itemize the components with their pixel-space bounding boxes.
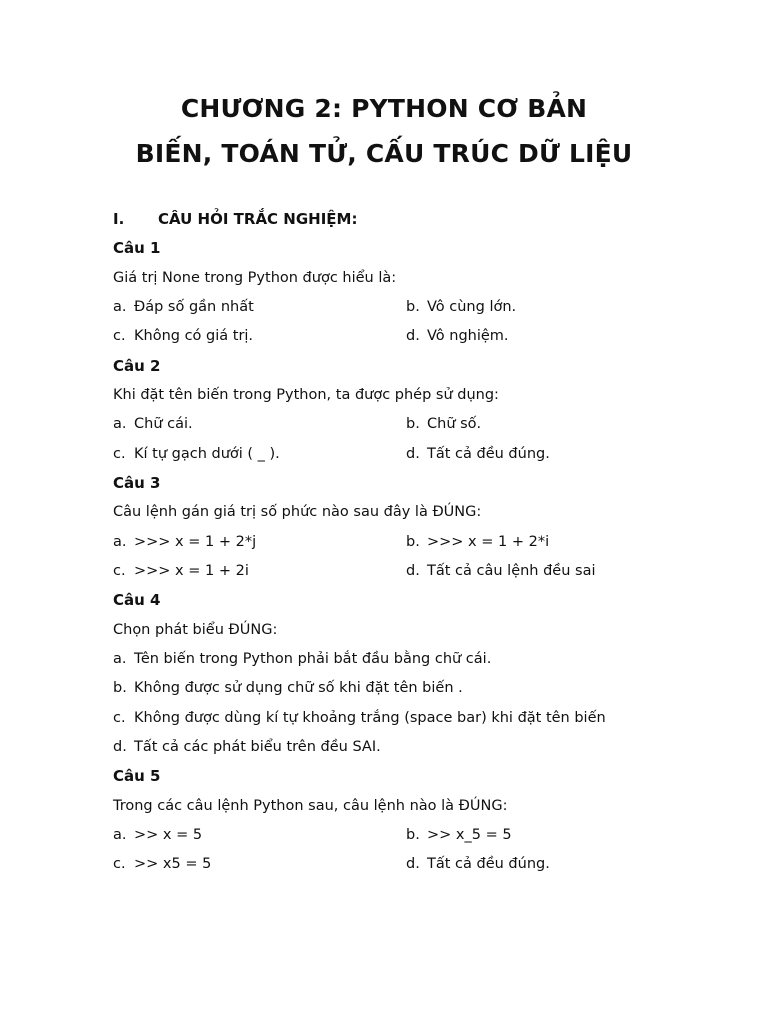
question-3-text: Câu lệnh gán giá trị số phức nào sau đây là ĐÚNG: [113, 504, 482, 520]
option-text: >> x_5 = 5 [427, 827, 512, 843]
question-2-option-c [113, 444, 280, 464]
question-4-option-a [113, 649, 491, 669]
option-text: >>> x = 1 + 2*i [427, 534, 550, 550]
option-text: Chữ cái. [134, 416, 193, 432]
option-text: >>> x = 1 + 2*j [134, 534, 257, 550]
question-3-option-c [113, 561, 249, 581]
option-text: Đáp số gần nhất [134, 299, 254, 315]
option-text: Không có giá trị. [134, 328, 254, 344]
question-2-heading: Câu 2 [113, 357, 161, 375]
option-text: >> x = 5 [134, 827, 203, 843]
option-letter: c. [113, 328, 126, 344]
question-4-heading: Câu 4 [113, 591, 161, 609]
option-letter: a. [113, 416, 127, 432]
option-letter: b. [406, 827, 420, 843]
option-letter: c. [113, 710, 126, 726]
option-text: Tất cả câu lệnh đều sai [427, 563, 596, 579]
section-number: I. [113, 210, 125, 228]
option-letter: a. [113, 827, 127, 843]
question-5-option-a [113, 825, 202, 845]
option-letter: b. [406, 299, 420, 315]
section-heading [113, 209, 357, 229]
question-5-option-d [406, 854, 550, 874]
option-letter: d. [406, 563, 420, 579]
option-text: >> x5 = 5 [134, 856, 212, 872]
option-text: Không được dùng kí tự khoảng trắng (space bar) khi đặt tên biến [134, 710, 606, 726]
question-3-option-d [406, 561, 596, 581]
option-letter: b. [406, 534, 420, 550]
option-text: Vô nghiệm. [427, 328, 509, 344]
option-text: Vô cùng lớn. [427, 299, 517, 315]
question-4-option-c [113, 708, 606, 728]
option-text: Tất cả đều đúng. [427, 446, 550, 462]
question-2-option-a [113, 414, 193, 434]
question-4-option-b [113, 678, 463, 698]
chapter-title: CHƯƠNG 2: PYTHON CƠ BẢN [180, 94, 588, 123]
question-5-option-b [406, 825, 512, 845]
option-text: Tên biến trong Python phải bắt đầu bằng chữ cái. [134, 651, 492, 667]
question-1-heading: Câu 1 [113, 239, 161, 257]
option-letter: a. [113, 299, 127, 315]
question-2-option-d [406, 444, 550, 464]
question-2-text: Khi đặt tên biến trong Python, ta được phép sử dụng: [113, 387, 499, 403]
option-text: Không được sử dụng chữ số khi đặt tên biến . [134, 680, 463, 696]
option-letter: c. [113, 856, 126, 872]
question-5-heading: Câu 5 [113, 767, 161, 785]
option-letter: a. [113, 534, 127, 550]
question-1-option-d [406, 326, 509, 346]
question-4-text: Chọn phát biểu ĐÚNG: [113, 622, 278, 638]
question-4-option-d [113, 737, 381, 757]
question-3-heading: Câu 3 [113, 474, 161, 492]
option-letter: d. [406, 446, 420, 462]
option-text: Kí tự gạch dưới ( _ ). [134, 446, 280, 462]
option-letter: d. [113, 739, 127, 755]
option-letter: d. [406, 328, 420, 344]
option-text: Tất cả đều đúng. [427, 856, 550, 872]
option-letter: c. [113, 446, 126, 462]
option-text: Chữ số. [427, 416, 482, 432]
option-text: >>> x = 1 + 2i [134, 563, 249, 579]
question-3-option-a [113, 532, 256, 552]
question-5-text: Trong các câu lệnh Python sau, câu lệnh nào là ĐÚNG: [113, 798, 508, 814]
question-1-option-a [113, 297, 254, 317]
question-5-option-c [113, 854, 211, 874]
question-1-option-b [406, 297, 516, 317]
option-letter: b. [406, 416, 420, 432]
chapter-subtitle: BIẾN, TOÁN TỬ, CẤU TRÚC DỮ LIỆU [135, 139, 633, 168]
question-1-text: Giá trị None trong Python được hiểu là: [113, 270, 397, 286]
option-letter: d. [406, 856, 420, 872]
question-1-option-c [113, 326, 253, 346]
question-3-option-b [406, 532, 549, 552]
option-letter: a. [113, 651, 127, 667]
option-text: Tất cả các phát biểu trên đều SAI. [134, 739, 381, 755]
option-letter: c. [113, 563, 126, 579]
section-label: CÂU HỎI TRẮC NGHIỆM: [158, 210, 358, 228]
question-2-option-b [406, 414, 481, 434]
option-letter: b. [113, 680, 127, 696]
